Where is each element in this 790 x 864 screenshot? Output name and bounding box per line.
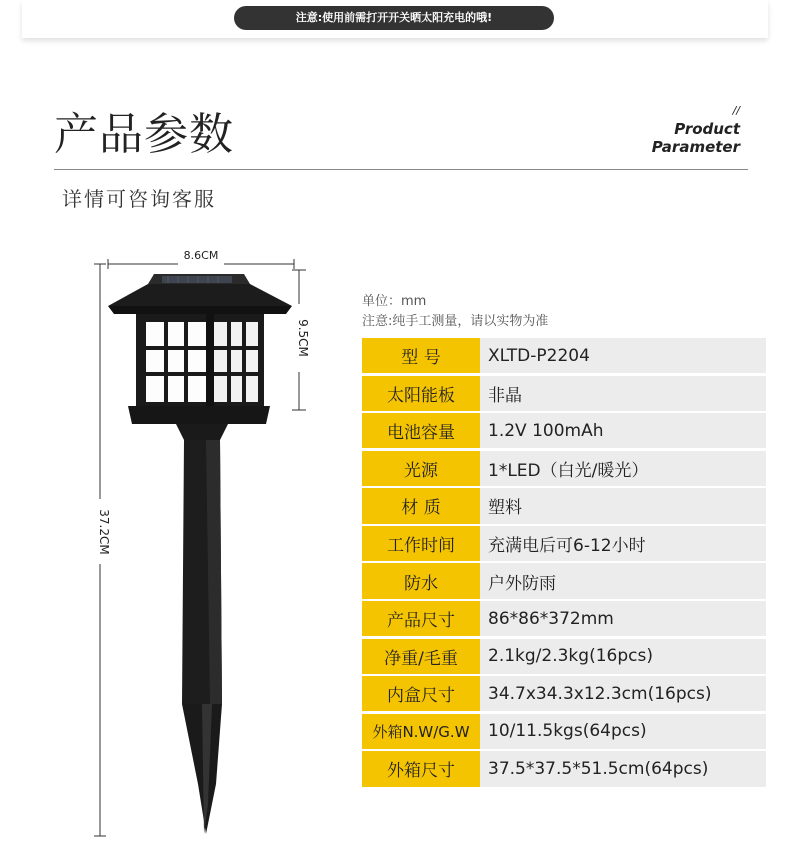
spec-row: [362, 714, 766, 749]
spec-key: 光源: [362, 451, 480, 486]
spec-key: 内盒尺寸: [362, 676, 480, 711]
spec-key: 太阳能板: [362, 376, 480, 411]
spec-row: [362, 526, 766, 561]
spec-key: 外箱尺寸: [362, 751, 480, 786]
page-title: 产品参数: [54, 109, 234, 160]
title-en-line1: Product: [674, 120, 740, 138]
spec-key: 防水: [362, 563, 480, 598]
spec-key: 型 号: [362, 338, 480, 373]
spec-value: 非晶: [480, 376, 766, 411]
spec-value: 34.7x34.3x12.3cm(16pcs): [480, 676, 766, 711]
spec-row: [362, 376, 766, 411]
title-en-line2: Parameter: [651, 138, 740, 156]
spec-row: [362, 601, 766, 636]
spec-key: 材 质: [362, 488, 480, 523]
lamp-base: [128, 406, 270, 440]
spec-value: 37.5*37.5*51.5cm(64pcs): [480, 751, 766, 786]
lamp-house: [136, 314, 264, 408]
spec-value: 塑料: [480, 488, 766, 523]
spec-key: 产品尺寸: [362, 601, 480, 636]
spec-value: 充满电后可6-12小时: [480, 526, 766, 561]
spec-key: 工作时间: [362, 526, 480, 561]
head-height-label: 9.5CM: [296, 319, 310, 357]
spec-row: [362, 751, 766, 786]
spec-value: 10/11.5kgs(64pcs): [480, 714, 766, 749]
spec-row: [362, 676, 766, 711]
spec-row: [362, 563, 766, 598]
spec-key: 净重/毛重: [362, 639, 480, 674]
spec-row: [362, 639, 766, 674]
spec-key: 电池容量: [362, 413, 480, 448]
title-divider: [54, 169, 748, 170]
spec-row: [362, 451, 766, 486]
spec-value: XLTD-P2204: [480, 338, 766, 373]
title-slash-mark: //: [732, 104, 740, 117]
spec-row: [362, 413, 766, 448]
spec-row: [362, 338, 766, 373]
spec-row: [362, 488, 766, 523]
spec-value: 1*LED（白光/暖光）: [480, 451, 766, 486]
spec-key: 外箱N.W/G.W: [362, 714, 480, 749]
usage-notice-badge: 注意:使用前需打开开关晒太阳充电的哦!: [234, 6, 554, 30]
page-title-english: [652, 102, 740, 156]
lamp-roof: [108, 274, 292, 314]
lamp-stake: [182, 440, 222, 834]
spec-table: [362, 338, 766, 789]
solar-lamp-illustration: [88, 244, 318, 844]
unit-label: 单位：mm: [362, 294, 427, 309]
spec-value: 户外防雨: [480, 563, 766, 598]
spec-value: 1.2V 100mAh: [480, 413, 766, 448]
measurement-note: 注意:纯手工测量，请以实物为准: [362, 314, 549, 329]
width-label: 8.6CM: [183, 249, 219, 262]
total-height-label: 37.2CM: [97, 509, 111, 555]
spec-value: 86*86*372mm: [480, 601, 766, 636]
contact-service-subtitle: 详情可咨询客服: [62, 187, 216, 211]
spec-value: 2.1kg/2.3kg(16pcs): [480, 639, 766, 674]
